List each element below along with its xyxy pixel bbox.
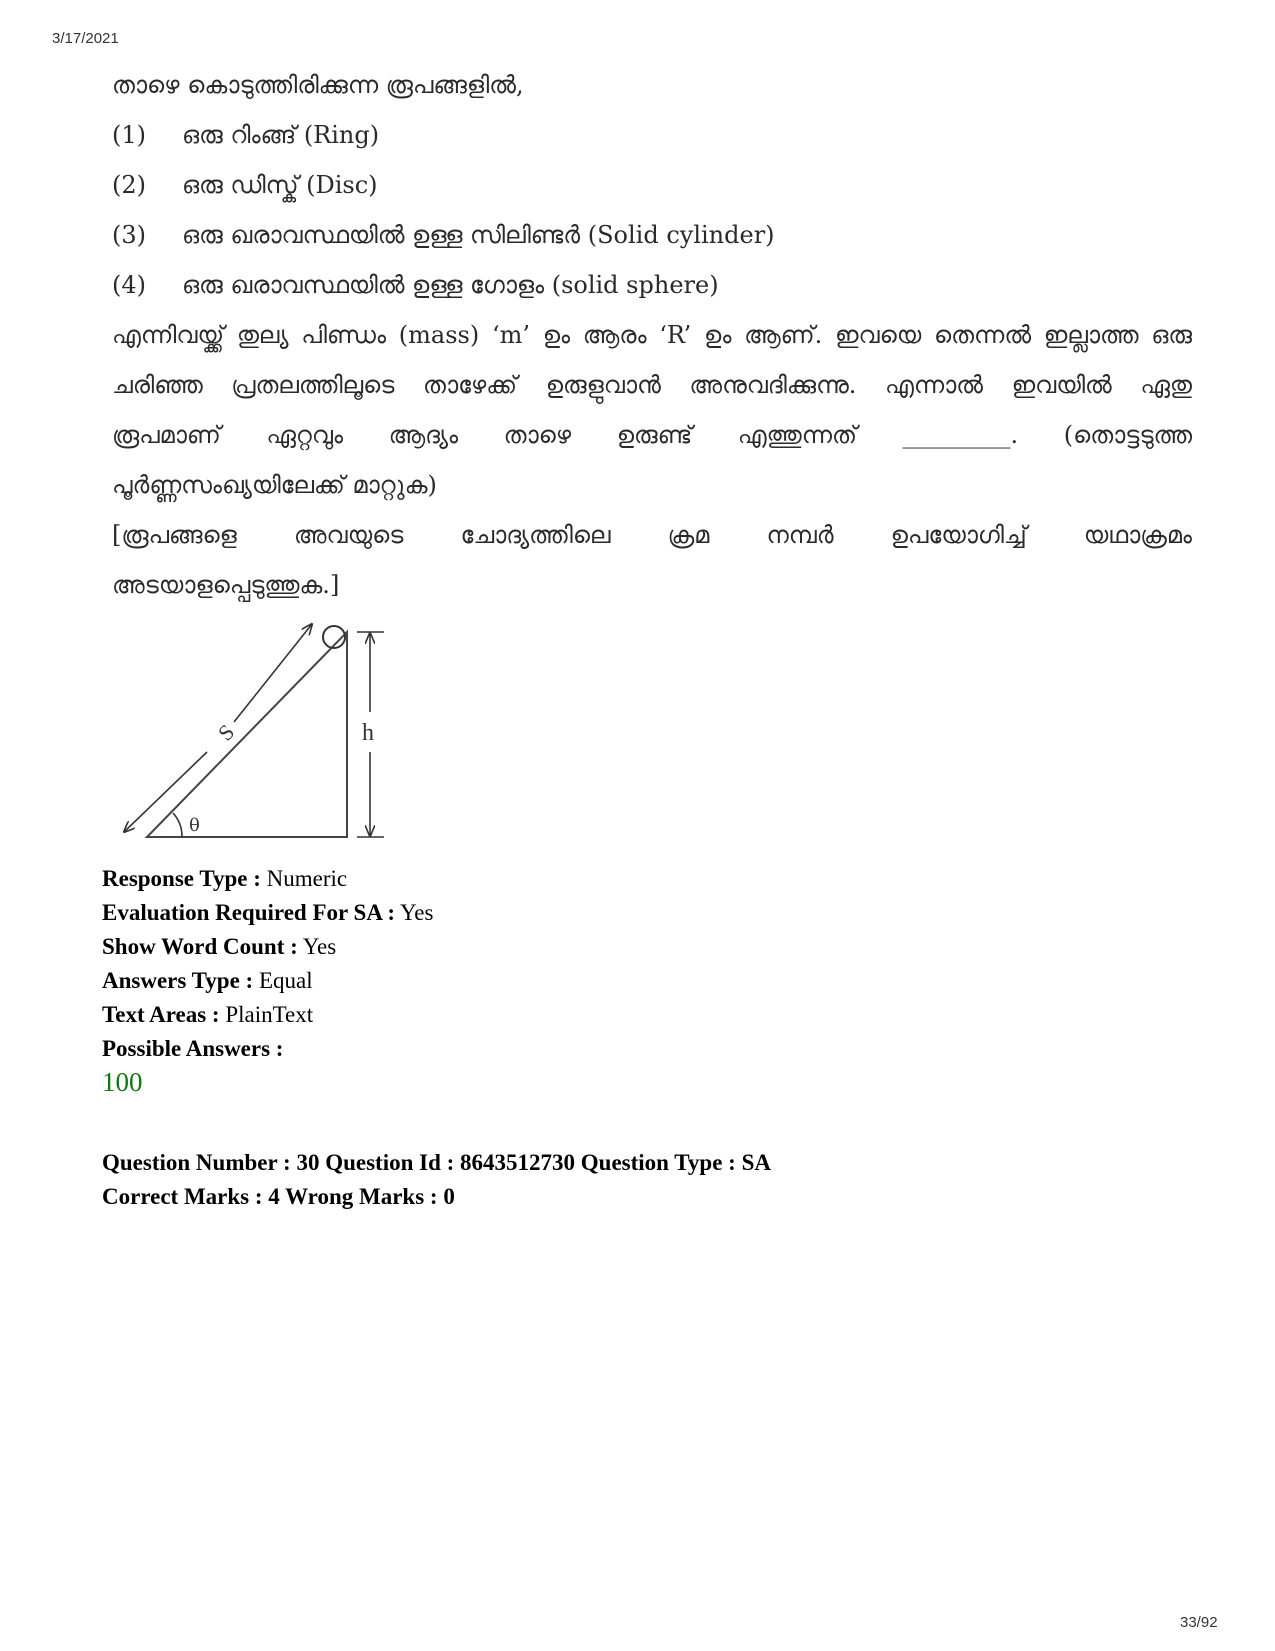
question-note-line: അടയാളപ്പെടുത്തുക.] bbox=[112, 571, 340, 599]
next-question-info bbox=[102, 1146, 771, 1214]
possible-answer-value: 100 bbox=[102, 1067, 143, 1097]
question-intro: താഴെ കൊടുത്തിരിക്കുന്ന രൂപങ്ങളിൽ, bbox=[112, 71, 524, 99]
meta-evaluation-required bbox=[102, 896, 433, 930]
option-3 bbox=[112, 210, 1192, 260]
slope-label: S bbox=[212, 719, 240, 746]
meta-value: PlainText bbox=[225, 1002, 314, 1027]
meta-label: Show Word Count : bbox=[102, 934, 298, 959]
page-date: 3/17/2021 bbox=[52, 30, 119, 47]
option-text: ഒരു റിംങ്ങ് (Ring) bbox=[182, 121, 380, 149]
meta-value: Yes bbox=[400, 900, 434, 925]
option-text: ഒരു ഡിസ്ക് (Disc) bbox=[182, 171, 378, 199]
marks-line: Correct Marks : 4 Wrong Marks : 0 bbox=[102, 1184, 455, 1209]
question-body-line: രൂപമാണ് ഏറ്റവും ആദ്യം താഴെ ഉരുണ്ട് എത്തുന്നത് _________. (തൊട്ടടുത്ത bbox=[112, 421, 1192, 449]
question-body-line: പൂർണ്ണസംഖ്യയിലേക്ക് മാറ്റുക) bbox=[112, 471, 437, 499]
option-1 bbox=[112, 110, 1192, 160]
meta-value: Yes bbox=[302, 934, 337, 959]
meta-label: Answers Type : bbox=[102, 968, 254, 993]
meta-label: Text Areas : bbox=[102, 1002, 220, 1027]
option-text: ഒരു ഖരാവസ്ഥയിൽ ഉള്ള ഗോളം (solid sphere) bbox=[182, 271, 719, 299]
question-number-line: Question Number : 30 Question Id : 8643512730 Question Type : SA bbox=[102, 1150, 771, 1175]
incline-figure bbox=[112, 612, 402, 857]
option-text: ഒരു ഖരാവസ്ഥയിൽ ഉള്ള സിലിണ്ടർ (Solid cylinder) bbox=[182, 221, 775, 249]
option-2 bbox=[112, 160, 1192, 210]
page-number: 33/92 bbox=[1180, 1614, 1218, 1631]
meta-label: Evaluation Required For SA : bbox=[102, 900, 396, 925]
meta-response-type bbox=[102, 862, 433, 896]
response-meta bbox=[102, 862, 433, 1066]
question-note-line: [രൂപങ്ങളെ അവയുടെ ചോദ്യത്തിലെ ക്രമ നമ്പർ ഉപയോഗിച്ച് യഥാക്രമം bbox=[112, 521, 1192, 549]
angle-label: θ bbox=[189, 815, 200, 836]
option-number: (4) bbox=[112, 271, 146, 299]
angle-arc bbox=[173, 813, 182, 837]
meta-label: Response Type : bbox=[102, 866, 261, 891]
height-label: h bbox=[362, 720, 374, 746]
meta-value: Equal bbox=[258, 968, 313, 993]
question-text bbox=[112, 60, 1192, 610]
meta-value: Numeric bbox=[266, 866, 348, 891]
meta-answers-type bbox=[102, 964, 433, 998]
incline-triangle bbox=[147, 632, 347, 837]
option-number: (2) bbox=[112, 171, 146, 199]
meta-text-areas bbox=[102, 998, 433, 1032]
meta-show-word-count bbox=[102, 930, 433, 964]
option-number: (3) bbox=[112, 221, 146, 249]
option-number: (1) bbox=[112, 121, 146, 149]
option-4 bbox=[112, 260, 1192, 310]
question-body-line: ചരിഞ്ഞ പ്രതലത്തിലൂടെ താഴേക്ക് ഉരുളുവാൻ അനുവദിക്കുന്നു. എന്നാൽ ഇവയിൽ ഏതു bbox=[112, 371, 1192, 399]
question-body-line: എന്നിവയ്ക്ക് തുല്യ പിണ്ഡം (mass) ‘m’ ഉം ആരം ‘R’ ഉം ആണ്. ഇവയെ തെന്നൽ ഇല്ലാത്ത ഒരു bbox=[112, 321, 1192, 349]
meta-label: Possible Answers : bbox=[102, 1036, 284, 1061]
incline-diagram bbox=[112, 612, 402, 857]
meta-possible-answers bbox=[102, 1032, 433, 1066]
